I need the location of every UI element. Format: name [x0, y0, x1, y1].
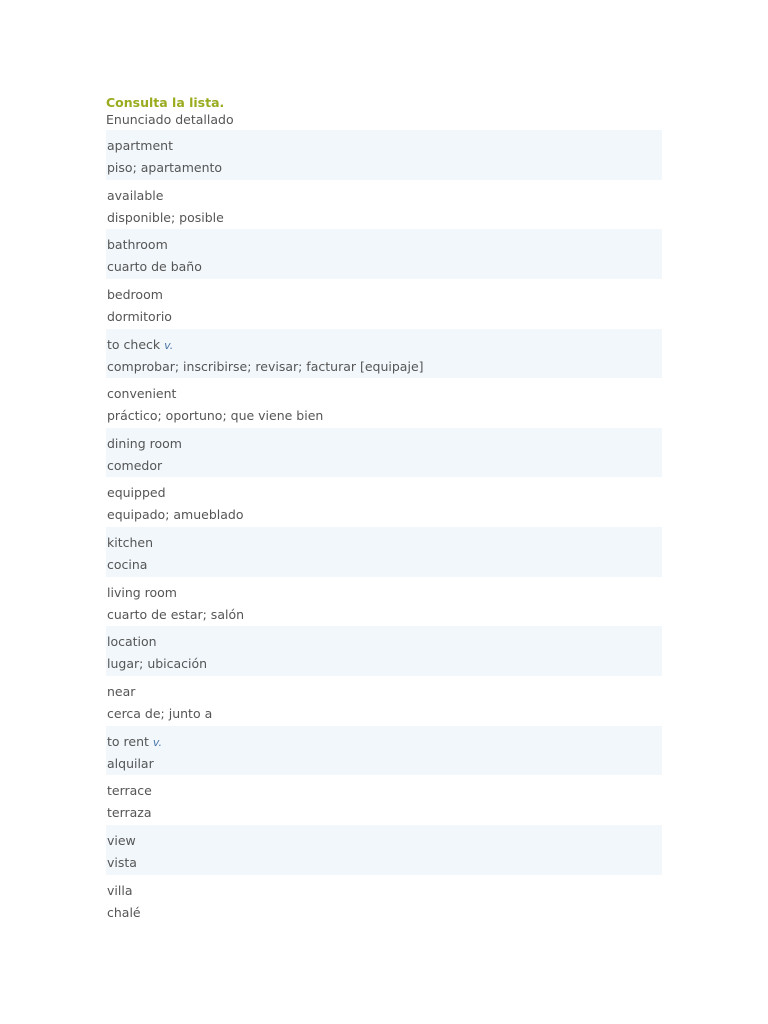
entry-translation: equipado; amueblado: [107, 507, 244, 523]
entry-translation: piso; apartamento: [107, 160, 223, 175]
entry-term-text: view: [107, 832, 136, 848]
list-item: [106, 279, 662, 329]
entry-term-text: equipped: [107, 485, 166, 501]
entry-term: [107, 880, 662, 902]
list-item: [106, 329, 662, 379]
entry-translation: vista: [107, 854, 137, 870]
list-item: [106, 477, 662, 527]
entry-term: [107, 234, 662, 256]
part-of-speech: v.: [152, 735, 163, 749]
entry-term: [107, 284, 662, 306]
list-item: [106, 726, 662, 776]
part-of-speech: v.: [164, 338, 174, 352]
entry-translation: terraza: [107, 805, 152, 821]
list-item: [106, 825, 662, 875]
entry-translation: chalé: [107, 904, 141, 920]
list-item: [106, 428, 662, 478]
entry-term: [107, 383, 662, 405]
list-title: Consulta la lista.: [106, 95, 225, 110]
entry-term: [107, 334, 662, 356]
entry-term-text: kitchen: [107, 535, 154, 551]
list-item: [106, 527, 662, 577]
entry-term-text: terrace: [107, 783, 152, 799]
entry-term-text: convenient: [107, 386, 177, 402]
entry-term: [107, 135, 662, 157]
entry-translation: lugar; ubicación: [107, 656, 208, 672]
entry-term-text: to rent: [107, 733, 149, 749]
entry-term-text: bedroom: [107, 286, 163, 302]
vocabulary-list: [106, 95, 662, 924]
entry-translation: práctico; oportuno; que viene bien: [107, 408, 324, 424]
entry-term: [107, 830, 662, 852]
entry-term-text: apartment: [107, 138, 173, 153]
entry-term-text: location: [107, 634, 157, 650]
list-item: [106, 180, 662, 230]
list-item: [106, 676, 662, 726]
entry-term: [107, 482, 662, 504]
entry-translation: dormitorio: [107, 308, 172, 324]
entry-term: [107, 433, 662, 455]
list-item: [106, 229, 662, 279]
entry-term: [107, 731, 662, 753]
entry-term-text: dining room: [107, 435, 182, 451]
entry-term-text: available: [107, 187, 164, 203]
list-item: [106, 577, 662, 627]
list-item: [106, 130, 662, 180]
entry-translation: alquilar: [107, 755, 154, 771]
entry-translation: comprobar; inscribirse; revisar; facturar [equipaje]: [107, 358, 424, 374]
entry-translation: comedor: [107, 457, 163, 473]
list-item: [106, 378, 662, 428]
entry-term: [107, 185, 662, 207]
entry-term: [107, 582, 662, 604]
entry-term-text: near: [107, 684, 136, 700]
list-item: [106, 875, 662, 925]
entry-term-text: bathroom: [107, 237, 168, 253]
entry-translation: cocina: [107, 557, 148, 573]
entry-translation: disponible; posible: [107, 209, 224, 225]
entry-term: [107, 681, 662, 703]
entry-term: [107, 631, 662, 653]
entry-term: [107, 780, 662, 802]
list-item: [106, 626, 662, 676]
list-item: [106, 775, 662, 825]
entry-translation: cuarto de baño: [107, 259, 202, 275]
entry-translation: cuarto de estar; salón: [107, 606, 245, 622]
entry-term-text: to check: [107, 336, 161, 352]
entry-term-text: villa: [107, 882, 133, 898]
vocabulary-rows: [106, 130, 662, 924]
entry-term: [107, 532, 662, 554]
list-subtitle: Enunciado detallado: [106, 112, 234, 127]
entry-term-text: living room: [107, 584, 177, 600]
entry-translation: cerca de; junto a: [107, 706, 213, 722]
